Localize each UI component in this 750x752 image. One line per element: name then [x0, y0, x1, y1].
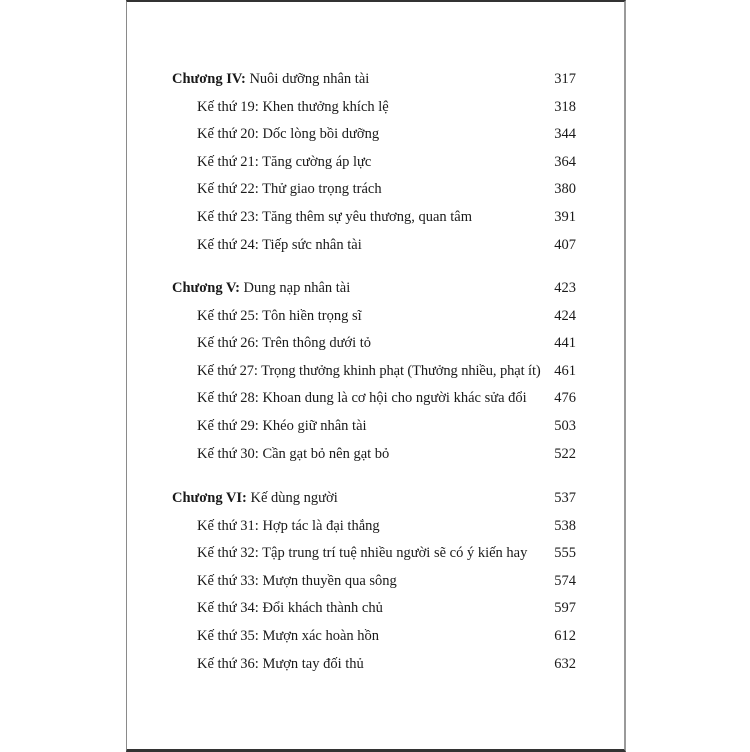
page-number: 537 — [554, 490, 576, 506]
toc-entry — [127, 653, 624, 675]
toc-entry — [127, 360, 624, 382]
chapter-label: Chương V: — [172, 280, 240, 296]
toc-page — [126, 0, 626, 752]
toc-entry — [127, 542, 624, 564]
toc-entry — [127, 151, 624, 173]
page-number: 318 — [554, 98, 576, 115]
toc-entry — [127, 234, 624, 256]
chapter-heading — [127, 277, 624, 299]
entry-title: Kế thứ 36: Mượn tay đối thủ — [197, 655, 364, 672]
page-number: 407 — [554, 236, 576, 253]
page-number: 391 — [554, 209, 576, 225]
toc-entry — [127, 96, 624, 118]
chapter-title: Dung nạp nhân tài — [243, 280, 351, 296]
toc-entry — [127, 305, 624, 327]
entry-title: Kế thứ 28: Khoan dung là cơ hội cho người khác sửa đổi — [197, 390, 527, 407]
toc-entry — [127, 206, 624, 228]
entry-title: Kế thứ 20: Dốc lòng bồi dưỡng — [197, 126, 380, 143]
entry-title: Kế thứ 19: Khen thưởng khích lệ — [197, 98, 389, 115]
entry-title: Kế thứ 30: Cần gạt bỏ nên gạt bỏ — [197, 445, 390, 462]
entry-title: Kế thứ 23: Tăng thêm sự yêu thương, quan tâm — [197, 209, 473, 225]
page-number: 461 — [554, 362, 576, 379]
page-number: 574 — [554, 572, 576, 589]
chapter-heading — [127, 487, 624, 509]
page-number: 364 — [554, 153, 576, 170]
entry-title: Kế thứ 33: Mượn thuyền qua sông — [197, 572, 397, 589]
page-number: 424 — [554, 307, 576, 324]
toc-entry — [127, 515, 624, 537]
toc-entry — [127, 178, 624, 200]
entry-title: Kế thứ 27: Trọng thưởng khinh phạt (Thưởng nhiều, phạt ít) — [197, 362, 541, 379]
toc-entry — [127, 443, 624, 465]
chapter-label: Chương VI: — [172, 490, 247, 506]
entry-title: Kế thứ 31: Hợp tác là đại thắng — [197, 517, 380, 534]
chapter-heading — [127, 68, 624, 90]
page-number: 632 — [554, 655, 576, 672]
toc-entry — [127, 625, 624, 647]
page-number: 538 — [554, 517, 576, 534]
entry-title: Kế thứ 24: Tiếp sức nhân tài — [197, 236, 362, 253]
entry-title: Kế thứ 35: Mượn xác hoàn hồn — [197, 628, 380, 644]
page-number: 522 — [554, 445, 576, 462]
page-number: 476 — [554, 390, 576, 407]
page-number: 317 — [554, 71, 576, 87]
toc-entry — [127, 123, 624, 145]
entry-title: Kế thứ 21: Tăng cường áp lực — [197, 153, 372, 170]
entry-title: Kế thứ 29: Khéo giữ nhân tài — [197, 418, 367, 434]
entry-title: Kế thứ 34: Đổi khách thành chủ — [197, 600, 383, 617]
entry-title: Kế thứ 25: Tôn hiền trọng sĩ — [197, 307, 362, 324]
page-number: 423 — [554, 280, 576, 296]
toc-entry — [127, 570, 624, 592]
page-number: 441 — [554, 335, 576, 352]
toc-entry — [127, 332, 624, 354]
chapter-title: Nuôi dưỡng nhân tài — [249, 71, 370, 87]
page-number: 555 — [554, 545, 576, 562]
toc-entry — [127, 387, 624, 409]
page-number: 380 — [554, 181, 576, 198]
page-number: 612 — [554, 628, 576, 644]
toc-entry — [127, 597, 624, 619]
entry-title: Kế thứ 22: Thử giao trọng trách — [197, 181, 382, 198]
chapter-label: Chương IV: — [172, 71, 246, 87]
page-number: 344 — [554, 126, 576, 143]
page-number: 503 — [554, 418, 576, 434]
toc-entry — [127, 415, 624, 437]
page-number: 597 — [554, 600, 576, 617]
entry-title: Kế thứ 32: Tập trung trí tuệ nhiều người sẽ có ý kiến hay — [197, 545, 528, 562]
chapter-title: Kế dùng người — [250, 490, 338, 506]
entry-title: Kế thứ 26: Trên thông dưới tỏ — [197, 335, 372, 352]
